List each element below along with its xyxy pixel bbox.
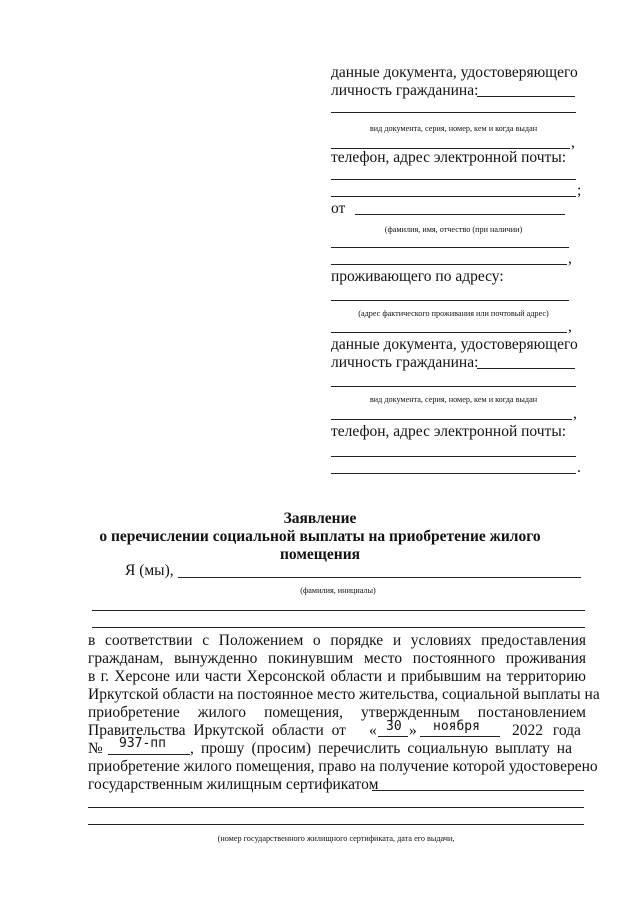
- number-sign: №: [88, 740, 103, 757]
- applicant-caption: (фамилия, инициалы): [300, 586, 376, 595]
- applicant-line-3[interactable]: [92, 627, 585, 628]
- body-line-5: приобретение жилого помещения, утвержденным постановлением: [88, 704, 586, 721]
- phone-line-1b[interactable]: [331, 196, 576, 197]
- doc-caption-1: вид документа, серия, номер, кем и когда выдан: [369, 124, 538, 133]
- fio-line-1[interactable]: [355, 214, 565, 215]
- quote-open: «: [369, 722, 377, 739]
- number-line[interactable]: [108, 754, 190, 755]
- certificate-caption: (номер государственного жилищного сертификата, дата его выдачи,: [217, 834, 455, 843]
- phone-line-2a[interactable]: [331, 456, 576, 457]
- applicant-line-2[interactable]: [92, 610, 585, 611]
- phone-label-1: телефон, адрес электронной почты:: [331, 149, 567, 166]
- semicolon: ;: [577, 182, 582, 199]
- fio-line-3[interactable]: [331, 264, 567, 265]
- quote-close: »: [409, 722, 417, 739]
- address-caption: (адрес фактического проживания или почтовый адрес): [358, 309, 549, 318]
- month-value[interactable]: ноября: [433, 719, 480, 734]
- body-line-after: приобретение жилого помещения, право на получение которой удостоверено: [88, 758, 598, 775]
- certificate-line-3[interactable]: [88, 824, 584, 825]
- comma-1: ,: [571, 134, 575, 151]
- comma-3: ,: [568, 318, 572, 335]
- period: .: [577, 459, 581, 476]
- gov-prefix: Правительства Иркутской области от: [88, 722, 346, 739]
- heading-subtitle-1: о перечислении социальной выплаты на приобретение жилого: [99, 528, 541, 545]
- day-line[interactable]: [378, 736, 408, 737]
- month-line[interactable]: [420, 736, 500, 737]
- certificate-label: государственным жилищным сертификатом: [88, 776, 379, 793]
- phone-label-2: телефон, адрес электронной почты:: [331, 423, 567, 440]
- comma-2: ,: [568, 250, 572, 267]
- from-label: от: [331, 200, 346, 217]
- request-text: , прошу (просим) перечислить социальную выплату на: [190, 740, 572, 757]
- identity-label-2: личность гражданина:: [331, 354, 479, 371]
- identity-line-1[interactable]: [477, 96, 575, 97]
- year-text: 2022 года: [512, 722, 581, 739]
- body-line-3: в г. Херсоне или части Херсонской области и прибывшим на территорию: [88, 668, 586, 685]
- heading-subtitle-2: помещения: [279, 546, 361, 563]
- doc-data-label-2: данные документа, удостоверяющего: [331, 336, 578, 353]
- address-line-2[interactable]: [331, 332, 567, 333]
- identity-line-2[interactable]: [477, 368, 575, 369]
- doc-line-1a[interactable]: [331, 112, 576, 113]
- fio-line-2[interactable]: [331, 247, 569, 248]
- address-line-1[interactable]: [331, 300, 569, 301]
- day-value[interactable]: 30: [386, 719, 402, 734]
- doc-line-2b[interactable]: [331, 419, 572, 420]
- phone-line-2b[interactable]: [331, 473, 576, 474]
- body-line-1: в соответствии с Положением о порядке и условиях предоставления: [88, 632, 586, 649]
- identity-label-1: личность гражданина:: [331, 82, 479, 99]
- doc-caption-2: вид документа, серия, номер, кем и когда выдан: [369, 395, 538, 404]
- applicant-label: Я (мы),: [125, 562, 174, 579]
- heading-title: Заявление: [283, 510, 357, 527]
- body-line-2: гражданам, вынужденно покинувшим место постоянного проживания: [88, 650, 586, 667]
- doc-data-label-1: данные документа, удостоверяющего: [331, 64, 578, 81]
- number-value[interactable]: 937-пп: [119, 736, 166, 751]
- body-line-4: Иркутской области на постоянное место жительства, социальной выплаты на: [88, 686, 600, 703]
- phone-line-1a[interactable]: [331, 179, 576, 180]
- residing-label: проживающего по адресу:: [331, 268, 504, 285]
- applicant-line[interactable]: [178, 577, 581, 578]
- certificate-line-2[interactable]: [88, 807, 584, 808]
- comma-4: ,: [573, 405, 577, 422]
- doc-line-2a[interactable]: [331, 386, 576, 387]
- fio-caption: (фамилия, имя, отчество (при наличии): [384, 225, 523, 234]
- certificate-line[interactable]: [372, 790, 584, 791]
